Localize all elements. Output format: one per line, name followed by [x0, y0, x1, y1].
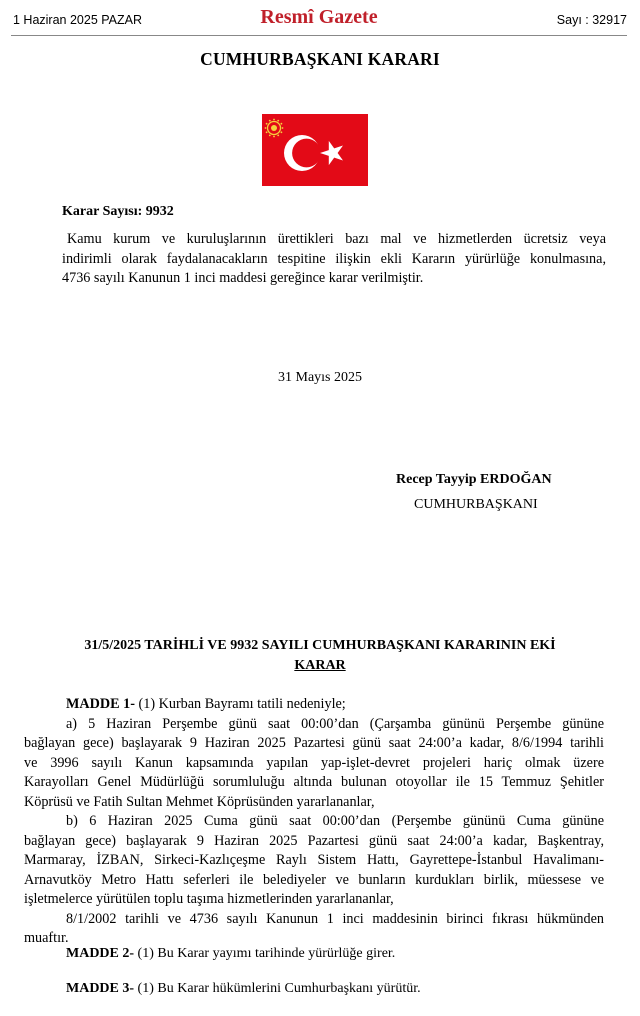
madde-1-a-line: ve 3996 sayılı Kanun kapsamında yapılan yap-işlet-devret projeleri hariç olmak üzere	[24, 754, 604, 771]
annex-title-karar: KARAR	[294, 658, 346, 673]
madde-1-b-line: Arnavutköy Metro Hattı seferleri ile belediyeler ve bunların kurdukları birlik, müessese ve	[24, 871, 604, 888]
signatory-title: CUMHURBAŞKANI	[414, 497, 538, 512]
annex-title-line: 31/5/2025 TARİHLİ VE 9932 SAYILI CUMHURBAŞKANI KARARININ EKİ	[84, 638, 556, 653]
madde-1-b-line: bağlayan gece) başlayarak 9 Haziran 2025 Pazartesi günü saat 24:00’a kadar, Başkentray,	[24, 832, 604, 849]
madde-1-label: MADDE 1-	[66, 696, 135, 712]
annex-title	[0, 636, 640, 676]
madde-2-label: MADDE 2-	[66, 946, 135, 961]
decision-number: Karar Sayısı: 9932	[62, 204, 174, 219]
madde-3-text: (1) Bu Karar hükümlerini Cumhurbaşkanı yürütür.	[134, 981, 421, 996]
madde-3-label: MADDE 3-	[66, 981, 135, 996]
madde-1-b-line: işletmelerce yürütülen toplu taşıma hizmetlerinden yararlananlar,	[24, 891, 394, 907]
madde-1-c-line: 8/1/2002 tarihli ve 4736 sayılı Kanunun 1 inci maddesinin birinci fıkrası hükmünden	[66, 910, 604, 927]
turkish-flag-image	[262, 114, 368, 186]
madde-2-text: (1) Bu Karar yayımı tarihinde yürürlüğe girer.	[134, 946, 396, 961]
decision-date: 31 Mayıs 2025	[278, 370, 362, 385]
madde-3	[66, 981, 421, 997]
gazette-header	[11, 6, 627, 35]
intro-line: indirimli olarak faydalanacakların tespitine ilişkin ekli Kararın yürürlüğe konulmasına,	[62, 250, 606, 267]
gazette-title: Resmî Gazete	[260, 6, 378, 28]
intro-paragraph	[62, 230, 606, 289]
madde-1-text: (1) Kurban Bayramı tatili nedeniyle;	[134, 696, 346, 712]
madde-1-a-line: a) 5 Haziran Perşembe günü saat 00:00’dan (Çarşamba gününü Perşembe gününe	[66, 715, 604, 732]
signatory-surname: ERDOĞAN	[480, 472, 552, 487]
annex-body	[24, 695, 604, 949]
madde-1-b-line: Marmaray, İZBAN, Sirkeci-Kazlıçeşme Raylı Sistem Hattı, Gayrettepe-İstanbul Havalimanı-	[24, 852, 604, 868]
madde-2	[66, 946, 395, 962]
intro-line: 4736 sayılı Kanunun 1 inci maddesi gereğince karar verilmiştir.	[62, 270, 424, 286]
signatory-first-name: Recep Tayyip	[396, 472, 481, 487]
header-divider	[11, 35, 627, 36]
madde-1-b-line: b) 6 Haziran 2025 Cuma günü saat 00:00’dan (Perşembe gününü Cuma gününe	[66, 813, 604, 829]
header-date: 1 Haziran 2025 PAZAR	[13, 13, 142, 27]
issue-number: Sayı : 32917	[556, 13, 627, 27]
signatory-name	[396, 472, 552, 488]
decision-title: CUMHURBAŞKANI KARARI	[200, 49, 440, 69]
madde-1-a-line: bağlayan gece) başlayarak 9 Haziran 2025 Pazartesi günü saat 24:00’a kadar, 8/6/1994 tarihli	[24, 735, 604, 751]
madde-1-a-line: Köprüsü ve Fatih Sultan Mehmet Köprüsünden yararlananlar,	[24, 793, 375, 810]
madde-1-a-line: Karayolları Genel Müdürlüğü sorumluluğu altında bulunan otoyollar ile 15 Temmuz Şehitler	[24, 774, 604, 790]
intro-line: Kamu kurum ve kuruluşlarının ürettikleri bazı mal ve hizmetlerden ücretsiz veya	[67, 231, 606, 247]
madde-1-c-line: muaftır.	[24, 930, 69, 946]
madde-1-heading	[24, 695, 604, 715]
